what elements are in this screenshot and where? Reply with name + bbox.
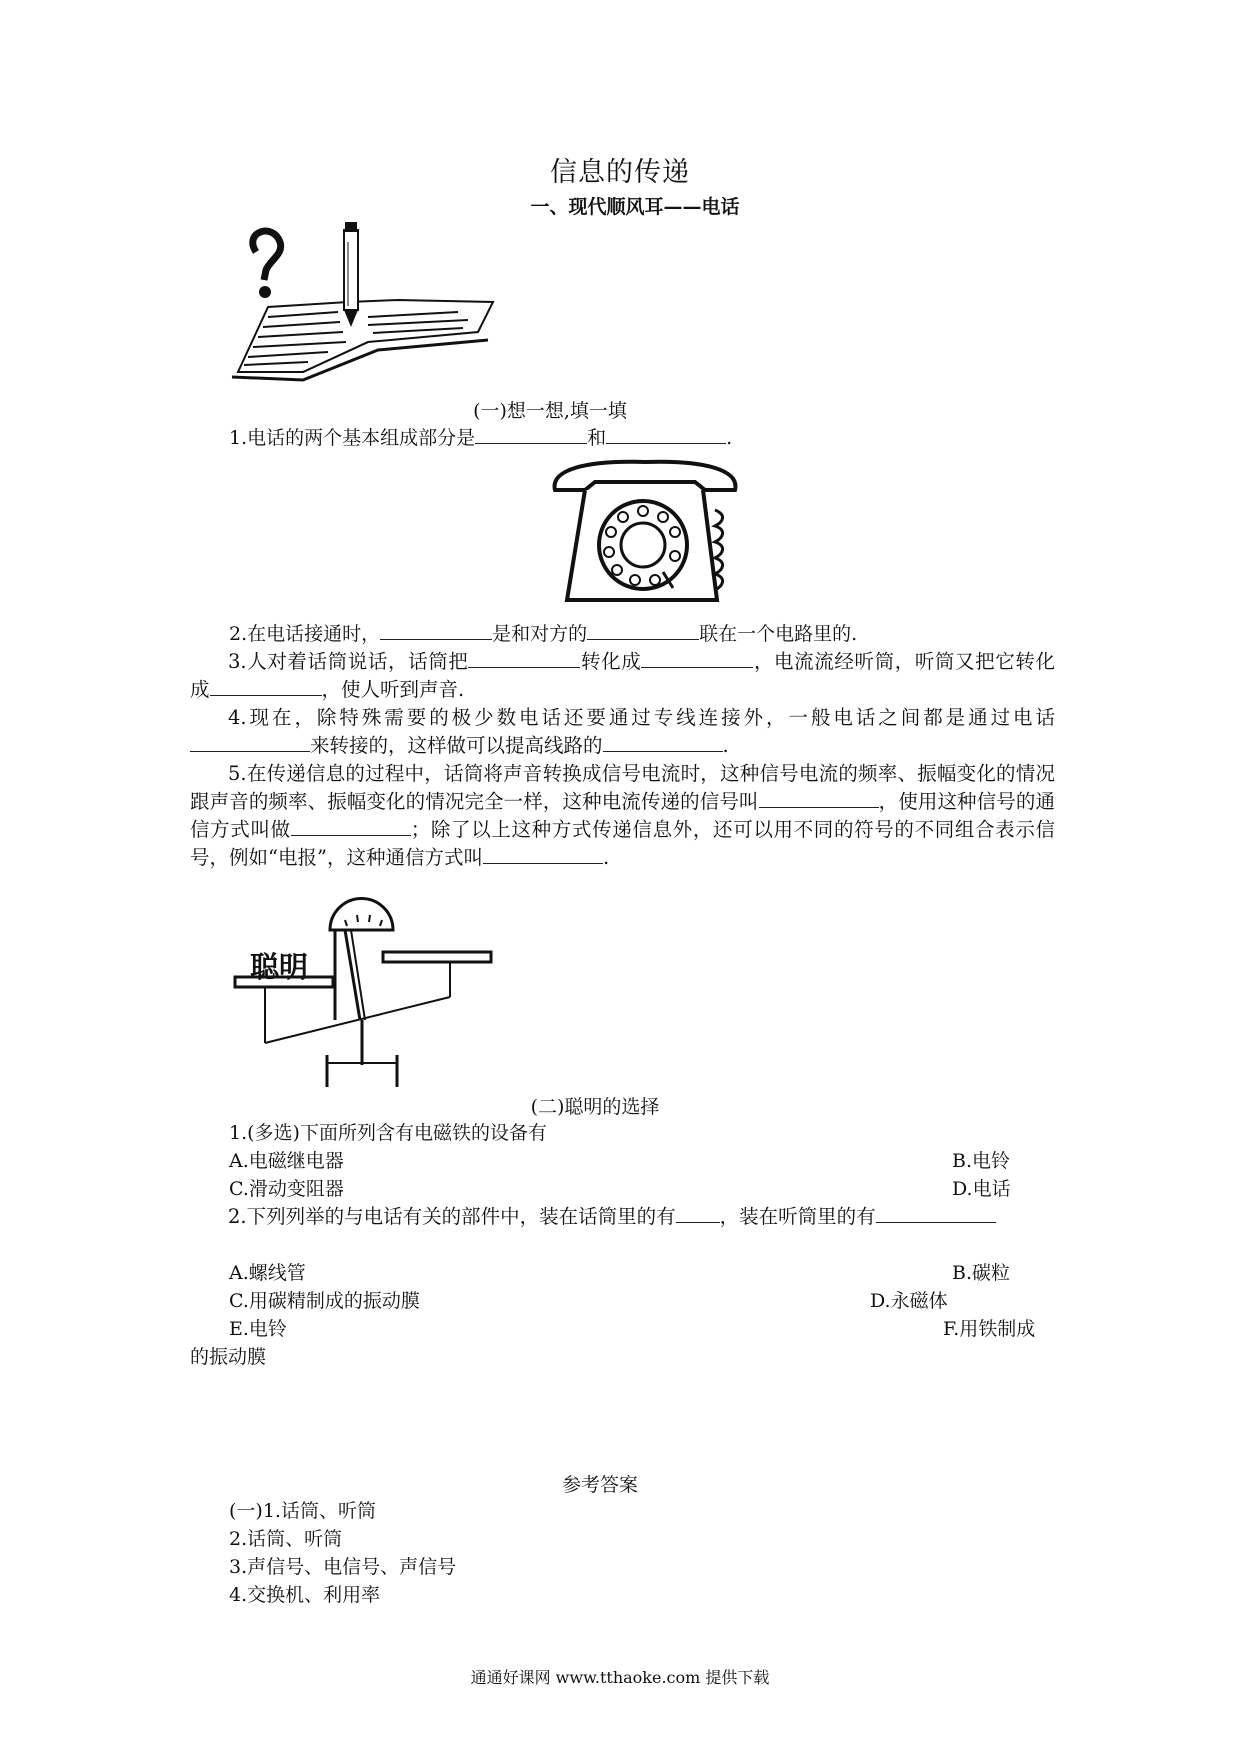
answer-blank[interactable] [606,425,726,444]
question-1-2: 2.在电话接通时， 是和对方的 联在一个电路里的. [229,623,858,645]
answer-blank[interactable] [210,677,322,696]
scale-label: 聪明 [250,950,309,984]
option-d[interactable]: D.永磁体 [870,1290,948,1312]
page-footer: 通通好课网 www.tthaoke.com 提供下载 [470,1668,770,1687]
answer-blank[interactable] [587,621,699,640]
option-f-continued: 的振动膜 [190,1346,267,1368]
answers-heading: 参考答案 [561,1474,638,1496]
answer-blank[interactable] [468,649,580,668]
answer-blank[interactable] [676,1204,720,1223]
page-title: 信息的传递 [550,157,690,188]
answer-item: 3.声信号、电信号、声信号 [229,1556,457,1578]
answer-blank[interactable] [380,621,492,640]
option-c[interactable]: C.滑动变阻器 [229,1178,344,1200]
option-d[interactable]: D.电话 [952,1178,1011,1200]
section-heading-1: (一)想一想,填一填 [473,400,627,422]
answer-blank[interactable] [475,425,587,444]
answer-item: (一)1.话筒、听筒 [229,1500,376,1522]
rotary-telephone-illustration [545,460,745,610]
question-1-4: 4.现在，除特殊需要的极少数电话还要通过专线连接外，一般电话之间都是通过电话来转接的，这样做可以提高线路的 . [190,704,1055,760]
question-1-5: 5.在传递信息的过程中，话筒将声音转换成信号电流时，这种信号电流的频率、振幅变化的情况跟声音的频率、振幅变化的情况完全一样，这种电流传递的信号叫 ，使用这种信号的通信方式叫做 ；除了以上这种方式传递信息外，还可以用不同的符号的不同组合表示信号，例如“电报”，这种通信方式叫 . [190,762,1055,869]
question-2-1: 1.(多选)下面所列含有电磁铁的设备有 [229,1122,547,1144]
question-2-2: 2.下列列举的与电话有关的部件中，装在话筒里的有 ，装在听筒里的有 [190,1203,1055,1231]
answer-blank[interactable] [483,845,603,864]
page-subtitle: 一、现代顺风耳——电话 [530,196,740,218]
option-a[interactable]: A.电磁继电器 [229,1150,344,1172]
answer-blank[interactable] [641,649,753,668]
question-1-3: 3.人对着话筒说话，话筒把 转化成 ，电流流经听筒，听筒又把它转化成 ，使人听到声音. [190,650,1055,701]
option-b[interactable]: B.碳粒 [952,1262,1011,1284]
answer-blank[interactable] [291,817,411,836]
balance-scale-illustration [235,895,495,1090]
answer-blank[interactable] [876,1204,996,1223]
option-a[interactable]: A.螺线管 [229,1262,306,1284]
question-1-1: 1.电话的两个基本组成部分是 和 . [229,427,733,449]
answer-blank[interactable] [759,789,879,808]
answer-item: 4.交换机、利用率 [229,1584,381,1606]
answer-blank[interactable] [190,733,310,752]
option-f[interactable]: F.用铁制成 [943,1318,1036,1340]
option-c[interactable]: C.用碳精制成的振动膜 [229,1290,420,1312]
section-heading-2: (二)聪明的选择 [530,1096,660,1118]
option-b[interactable]: B.电铃 [952,1150,1011,1172]
option-e[interactable]: E.电铃 [229,1318,287,1340]
book-pencil-illustration [228,222,498,382]
answer-blank[interactable] [603,733,723,752]
answer-item: 2.话筒、听筒 [229,1528,343,1550]
